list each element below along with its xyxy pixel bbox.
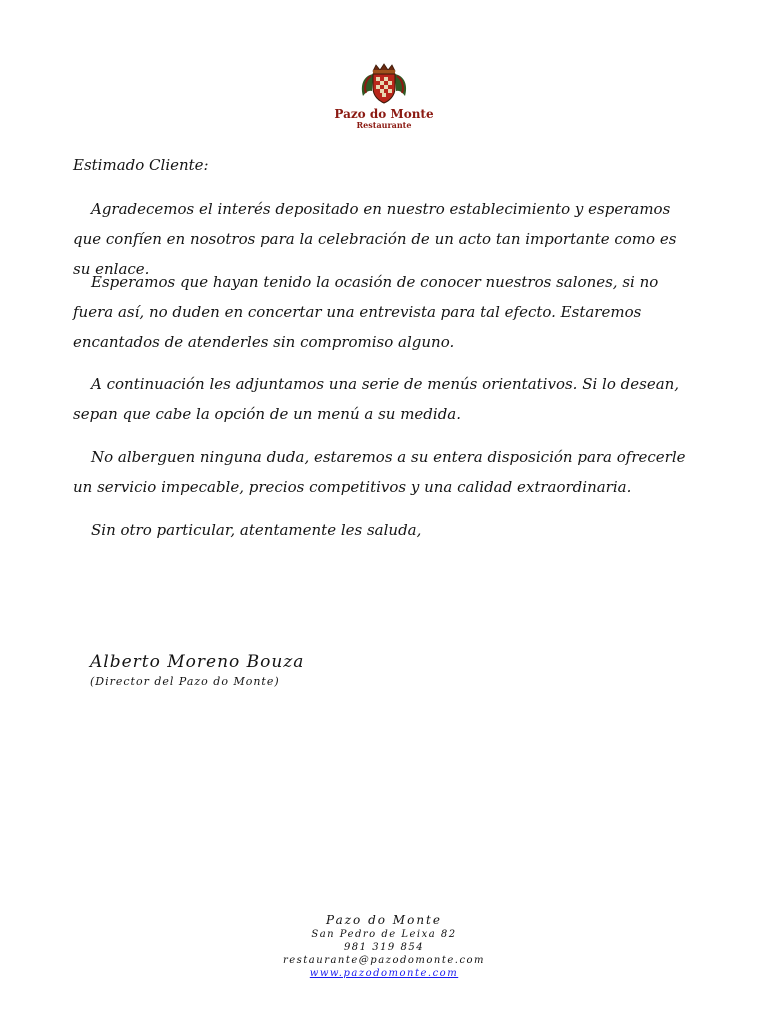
restaurant-logo bbox=[334, 62, 434, 138]
letter-closing bbox=[73, 515, 693, 545]
logo-name: Pazo do Monte bbox=[334, 107, 434, 121]
footer-phone: 981 319 854 bbox=[343, 942, 425, 953]
paragraph-text: No alberguen ninguna duda, estaremos a su entera disposición para ofrecerle un servicio impecable, precios competitivos y una calidad extraordinaria. bbox=[73, 448, 686, 496]
letter-paragraph-4 bbox=[73, 442, 693, 502]
signature-name: Alberto Moreno Bouza bbox=[90, 652, 305, 672]
signature-title: (Director del Pazo do Monte) bbox=[90, 675, 280, 688]
footer-name: Pazo do Monte bbox=[326, 913, 442, 927]
greeting-text: Estimado Cliente: bbox=[73, 156, 209, 174]
logo-subtitle: Restaurante bbox=[356, 120, 412, 130]
letter-paragraph-3 bbox=[73, 369, 693, 429]
coat-of-arms-icon bbox=[357, 62, 411, 106]
footer-address: San Pedro de Leixa 82 bbox=[311, 929, 457, 940]
closing-text: Sin otro particular, atentamente les saluda, bbox=[91, 521, 422, 539]
paragraph-text: Agradecemos el interés depositado en nuestro establecimiento y esperamos que confíen en nosotros para la celebración de un acto tan importante como es su enlace. bbox=[73, 200, 677, 278]
letter-paragraph-2 bbox=[73, 267, 693, 357]
letter-greeting bbox=[73, 150, 693, 180]
footer-contact bbox=[234, 912, 534, 980]
website-link[interactable]: www.pazodomonte.com bbox=[309, 968, 459, 979]
paragraph-text: A continuación les adjuntamos una serie de menús orientativos. Si lo desean, sepan que cabe la opción de un menú a su medida. bbox=[73, 375, 680, 423]
footer-email: restaurante@pazodomonte.com bbox=[282, 955, 486, 966]
paragraph-text: Esperamos que hayan tenido la ocasión de conocer nuestros salones, si no fuera así, no duden en concertar una entrevista para tal efecto. Estaremos encantados de atenderles sin compromiso alguno. bbox=[73, 273, 659, 351]
